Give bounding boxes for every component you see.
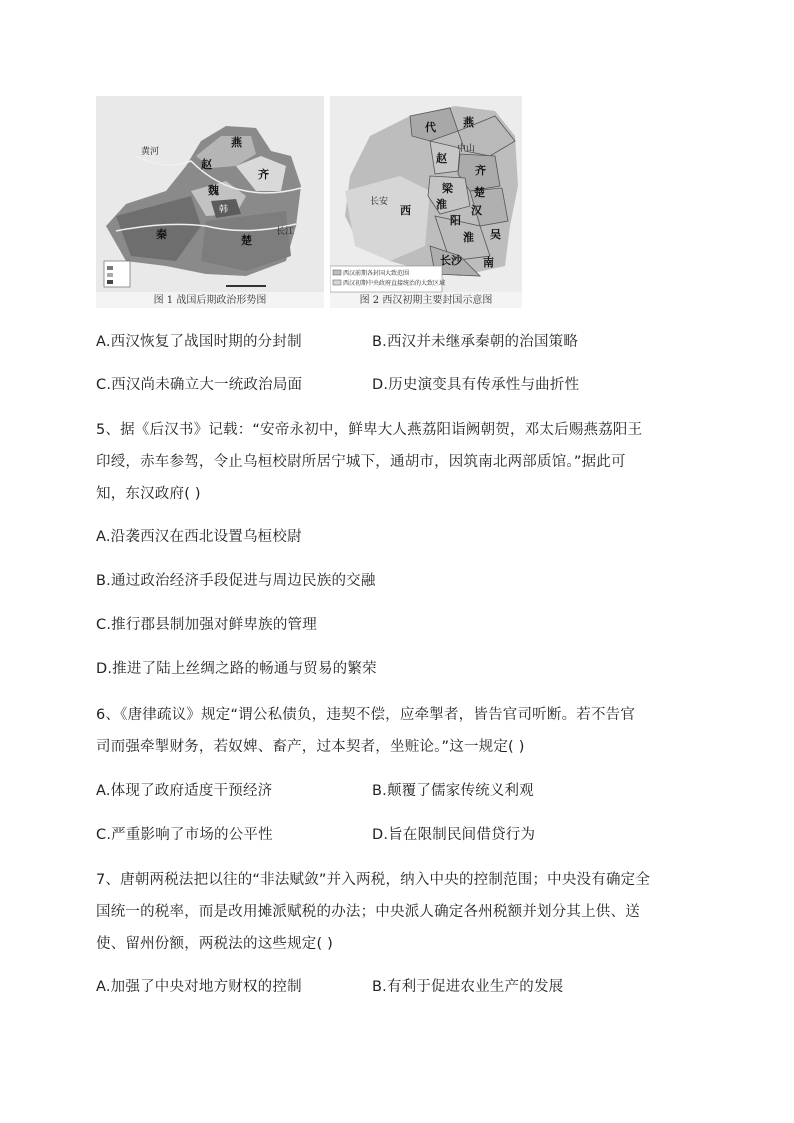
q5-option-d: D.推进了陆上丝绸之路的畅通与贸易的繁荣 <box>96 661 377 677</box>
q4-option-c: C.西汉尚未确立大一统政治局面 <box>96 377 303 393</box>
q4-option-a: A.西汉恢复了战国时期的分封制 <box>96 334 302 350</box>
fig2-label-liang: 梁 <box>442 182 453 195</box>
fig1-label-changjiang: 长江 <box>276 227 295 237</box>
fig2-label-changsha: 长沙 <box>440 254 462 267</box>
q6-option-d: D.旨在限制民间借贷行为 <box>372 827 536 843</box>
fig1-label-wei: 魏 <box>208 184 219 197</box>
fig2-label-han: 汉 <box>471 204 482 217</box>
fig1-label-qi: 齐 <box>258 168 269 181</box>
figure-2-caption: 图 2 西汉初期主要封国示意图 <box>359 295 493 306</box>
figure-2-western-han-map <box>330 96 522 308</box>
q5-stem-line-2: 印绶，赤车参驾，令止乌桓校尉所居宁城下，通胡市，因筑南北两部质馆。”据此可 <box>96 454 626 470</box>
fig2-label-xi: 西 <box>400 204 411 217</box>
fig2-label-huai-2: 淮 <box>463 231 474 244</box>
fig2-legend-central: 西汉初期中央政府直接统治的大致区域 <box>343 280 446 287</box>
fig1-label-chu: 楚 <box>241 234 252 247</box>
q7-stem-line-3: 使、留州份额，两税法的这些规定( ) <box>96 936 334 952</box>
q5-option-b: B.通过政治经济手段促进与周边民族的交融 <box>96 573 376 589</box>
q7-option-a: A.加强了中央对地方财权的控制 <box>96 979 302 995</box>
q4-option-d: D.历史演变具有传承性与曲折性 <box>372 377 580 393</box>
q5-stem-line-1: 5、据《后汉书》记载：“安帝永初中，鲜卑大人燕荔阳诣阙朝贺，邓太后赐燕荔阳王 <box>96 422 643 438</box>
fig1-label-zhao: 赵 <box>201 158 212 171</box>
q6-option-b: B.颠覆了儒家传统义利观 <box>372 783 534 799</box>
fig2-label-qi: 齐 <box>475 164 486 177</box>
fig2-label-zhongshan: 中山 <box>457 144 476 154</box>
q5-stem-line-3: 知，东汉政府( ) <box>96 486 201 502</box>
q7-option-b: B.有利于促进农业生产的发展 <box>372 979 564 995</box>
q7-stem-line-2: 国统一的税率，而是改用摊派赋税的办法；中央派人确定各州税额并划分其上供、送 <box>96 904 640 920</box>
fig2-label-changan: 长安 <box>370 197 389 207</box>
fig2-label-huai: 淮 <box>436 198 447 211</box>
fig2-label-yang: 阳 <box>450 214 461 227</box>
q4-option-b: B.西汉并未继承秦朝的治国策略 <box>372 334 579 350</box>
fig2-label-nan: 南 <box>483 256 494 269</box>
q7-stem-line-1: 7、唐朝两税法把以往的“非法赋敛”并入两税，纳入中央的控制范围；中央没有确定全 <box>96 872 651 888</box>
warring-states-map-graphic <box>96 96 324 308</box>
fig2-legend-fief: 西汉前期各封国大致范围 <box>343 270 410 277</box>
fig1-label-yan: 燕 <box>231 136 242 149</box>
q6-option-c: C.严重影响了市场的公平性 <box>96 827 273 843</box>
fig1-label-qin: 秦 <box>156 228 167 241</box>
fig2-label-yan: 燕 <box>463 116 474 129</box>
fig2-label-dai: 代 <box>425 121 436 134</box>
q5-option-c: C.推行郡县制加强对鲜卑族的管理 <box>96 617 317 633</box>
fig2-label-zhao: 赵 <box>436 152 447 165</box>
q6-stem-line-1: 6、《唐律疏议》规定“谓公私债负，违契不偿，应牵掣者，皆告官司听断。若不告官 <box>96 707 636 723</box>
figure-1-caption: 图 1 战国后期政治形势图 <box>153 295 267 306</box>
q6-stem-line-2: 司而强牵掣财务，若奴婢、畜产，过本契者，坐赃论。”这一规定( ) <box>96 739 525 755</box>
fig1-label-huanghe: 黄河 <box>141 147 160 157</box>
q6-option-a: A.体现了政府适度干预经济 <box>96 783 273 799</box>
q5-option-a: A.沿袭西汉在西北设置乌桓校尉 <box>96 529 302 545</box>
fig1-label-han: 韩 <box>219 205 229 215</box>
western-han-map-graphic <box>330 96 522 308</box>
fig2-label-wu: 吴 <box>490 228 501 241</box>
figure-1-warring-states-map <box>96 96 324 308</box>
fig2-label-chu: 楚 <box>474 186 485 199</box>
map-figures <box>96 96 522 308</box>
